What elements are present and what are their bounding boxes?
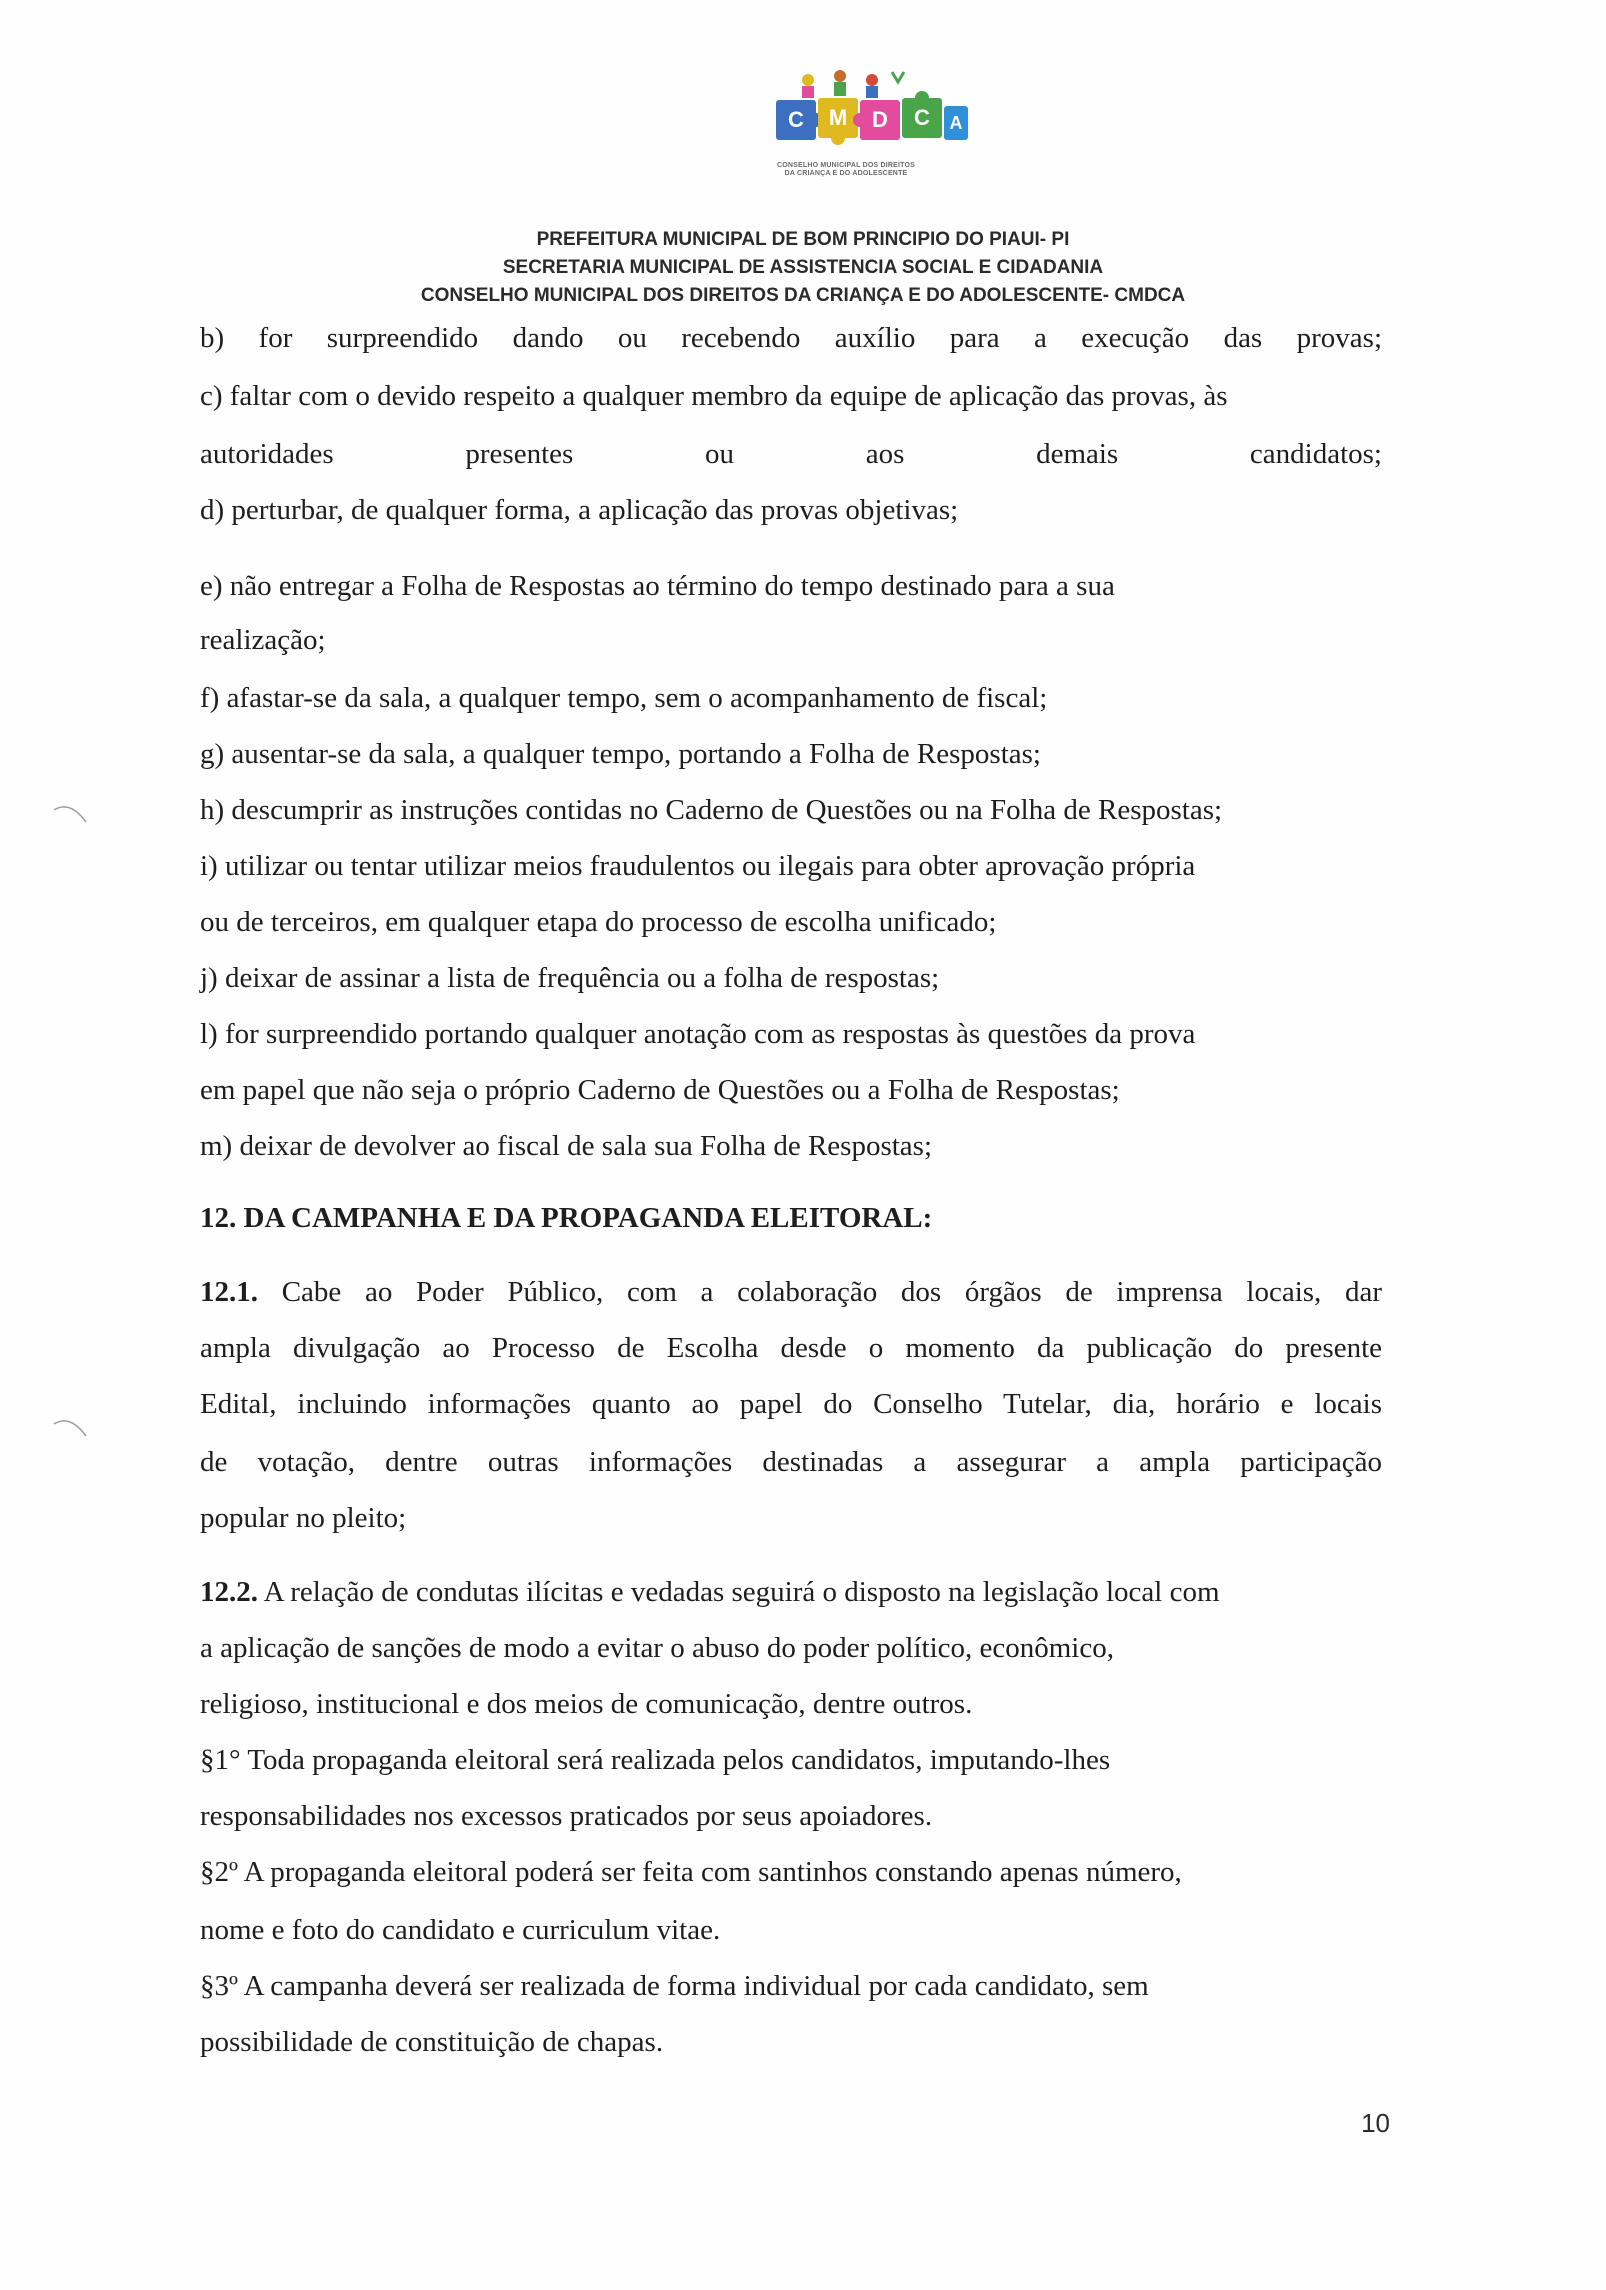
paragraph-1-line1: §1° Toda propaganda eleitoral será realizada pelos candidatos, imputando-lhes [200, 1744, 1111, 1776]
paragraph-3-line2: possibilidade de constituição de chapas. [200, 2026, 664, 2058]
section-12-2-number: 12.2. [200, 1576, 258, 1608]
item-h: h) descumprir as instruções contidas no Caderno de Questões ou na Folha de Respostas; [200, 794, 1223, 826]
paragraph-1-line2: responsabilidades nos excessos praticados por seus apoiadores. [200, 1800, 933, 1832]
item-j: j) deixar de assinar a lista de frequência ou a folha de respostas; [200, 962, 940, 994]
logo-caption-line2: DA CRIANÇA E DO ADOLESCENTE [784, 170, 908, 177]
document-header [300, 226, 1306, 310]
header-line-prefeitura: PREFEITURA MUNICIPAL DE BOM PRINCIPIO DO PIAUI- PI [536, 229, 1070, 250]
item-i-line2: ou de terceiros, em qualquer etapa do processo de escolha unificado; [200, 906, 997, 938]
item-e-line1: e) não entregar a Folha de Respostas ao término do tempo destinado para a sua [200, 570, 1115, 602]
margin-mark-icon [50, 1414, 90, 1454]
paragraph-2-line2: nome e foto do candidato e curriculum vitae. [200, 1914, 721, 1946]
section-title: 12. DA CAMPANHA E DA PROPAGANDA ELEITORAL: [200, 1202, 933, 1234]
item-l-line1: l) for surpreendido portando qualquer anotação com as respostas às questões da prova [200, 1018, 1196, 1050]
item-i-line1: i) utilizar ou tentar utilizar meios fraudulentos ou ilegais para obter aprovação própria [200, 850, 1196, 882]
item-c-line1: c) faltar com o devido respeito a qualquer membro da equipe de aplicação das provas, às [200, 380, 1228, 412]
section-12-1-line3: Edital, incluindo informações quanto ao papel do Conselho Tutelar, dia, horário e locais [200, 1388, 1382, 1420]
paragraph-2-line1: §2º A propaganda eleitoral poderá ser feita com santinhos constando apenas número, [200, 1856, 1182, 1888]
logo-caption-line1: CONSELHO MUNICIPAL DOS DIREITOS [776, 162, 916, 169]
logo-letter-c: C [788, 107, 804, 132]
item-b: b) for surpreendido dando ou recebendo auxílio para a execução das provas; [200, 322, 1382, 354]
logo-letter-d: D [872, 107, 888, 132]
logo-letter-a: A [949, 112, 963, 133]
section-12-1-line4: de votação, dentre outras informações destinadas a assegurar a ampla participação [200, 1446, 1382, 1478]
section-12-2-line3: religioso, institucional e dos meios de comunicação, dentre outros. [200, 1688, 973, 1720]
cmdca-logo [716, 66, 970, 196]
item-c-line2: autoridades presentes ou aos demais candidatos; [200, 438, 1382, 470]
item-d: d) perturbar, de qualquer forma, a aplicação das provas objetivas; [200, 494, 959, 526]
section-12-1-line5: popular no pleito; [200, 1502, 407, 1534]
logo-letter-c2: C [914, 105, 930, 130]
item-f: f) afastar-se da sala, a qualquer tempo, sem o acompanhamento de fiscal; [200, 682, 1048, 714]
section-12-1-text: Cabe ao Poder Público, com a colaboração dos órgãos de imprensa locais, dar [281, 1276, 1383, 1308]
item-m: m) deixar de devolver ao fiscal de sala sua Folha de Respostas; [200, 1130, 933, 1162]
section-12-2-line1 [200, 1572, 1382, 1612]
page-number: 10 [1361, 2108, 1390, 2138]
item-l-line2: em papel que não seja o próprio Caderno de Questões ou a Folha de Respostas; [200, 1074, 1120, 1106]
header-line-secretaria: SECRETARIA MUNICIPAL DE ASSISTENCIA SOCIAL E CIDADANIA [502, 257, 1104, 278]
paragraph-3-line1: §3º A campanha deverá ser realizada de forma individual por cada candidato, sem [200, 1970, 1149, 2002]
section-12-2-text: A relação de condutas ilícitas e vedadas seguirá o disposto na legislação local com [263, 1576, 1220, 1608]
section-12-1-number: 12.1. [200, 1276, 258, 1308]
section-12-2-line2: a aplicação de sanções de modo a evitar o abuso do poder político, econômico, [200, 1632, 1114, 1664]
header-line-conselho: CONSELHO MUNICIPAL DOS DIREITOS DA CRIANÇA E DO ADOLESCENTE- CMDCA [420, 285, 1186, 306]
item-e-line2: realização; [200, 624, 326, 656]
section-12-1-line2: ampla divulgação ao Processo de Escolha desde o momento da publicação do presente [200, 1332, 1382, 1364]
logo-letter-m: M [828, 105, 848, 130]
item-g: g) ausentar-se da sala, a qualquer tempo, portando a Folha de Respostas; [200, 738, 1041, 770]
section-12-1-line1 [200, 1272, 1382, 1312]
margin-mark-icon [50, 800, 90, 840]
logo-caption [746, 162, 946, 178]
